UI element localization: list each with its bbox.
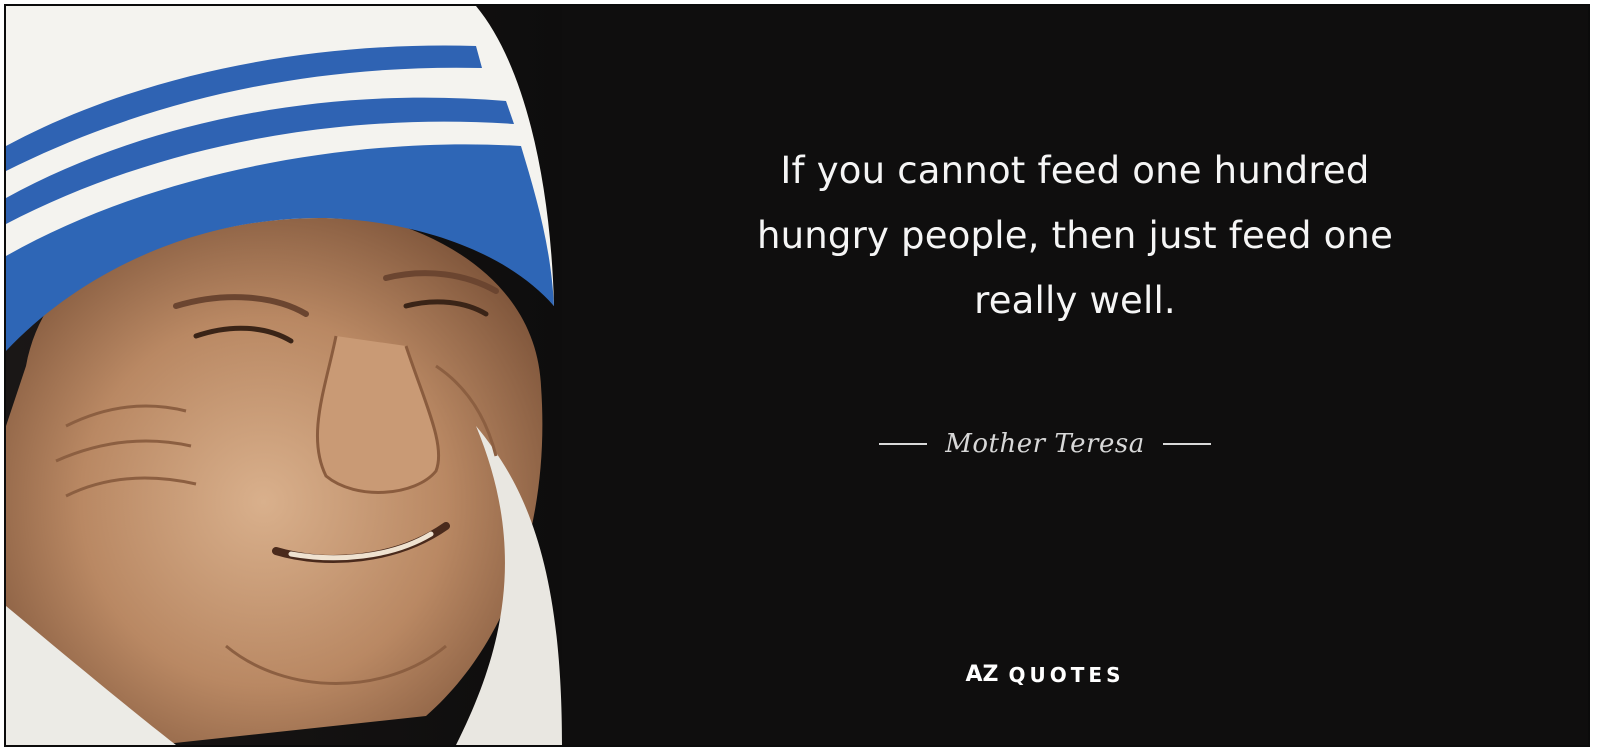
quote-panel bbox=[562, 6, 1588, 745]
portrait-illustration bbox=[6, 6, 562, 745]
quote-text bbox=[652, 138, 1498, 333]
author-dash-right bbox=[1163, 443, 1211, 445]
brand-quotes: QUOTES bbox=[1008, 662, 1125, 687]
author-name[interactable]: Mother Teresa bbox=[945, 429, 1145, 459]
author-dash-left bbox=[879, 443, 927, 445]
quote-line-2: hungry people, then just feed one bbox=[756, 214, 1394, 257]
face-shape bbox=[6, 205, 542, 745]
quote-line-1: If you cannot feed one hundred bbox=[780, 149, 1370, 192]
portrait-photo bbox=[6, 6, 562, 745]
author-attribution bbox=[532, 424, 1558, 464]
brand-logo bbox=[532, 662, 1558, 687]
quote-line-3: really well. bbox=[974, 279, 1176, 322]
quote-card bbox=[4, 4, 1590, 747]
brand-az: AZ bbox=[965, 662, 999, 687]
